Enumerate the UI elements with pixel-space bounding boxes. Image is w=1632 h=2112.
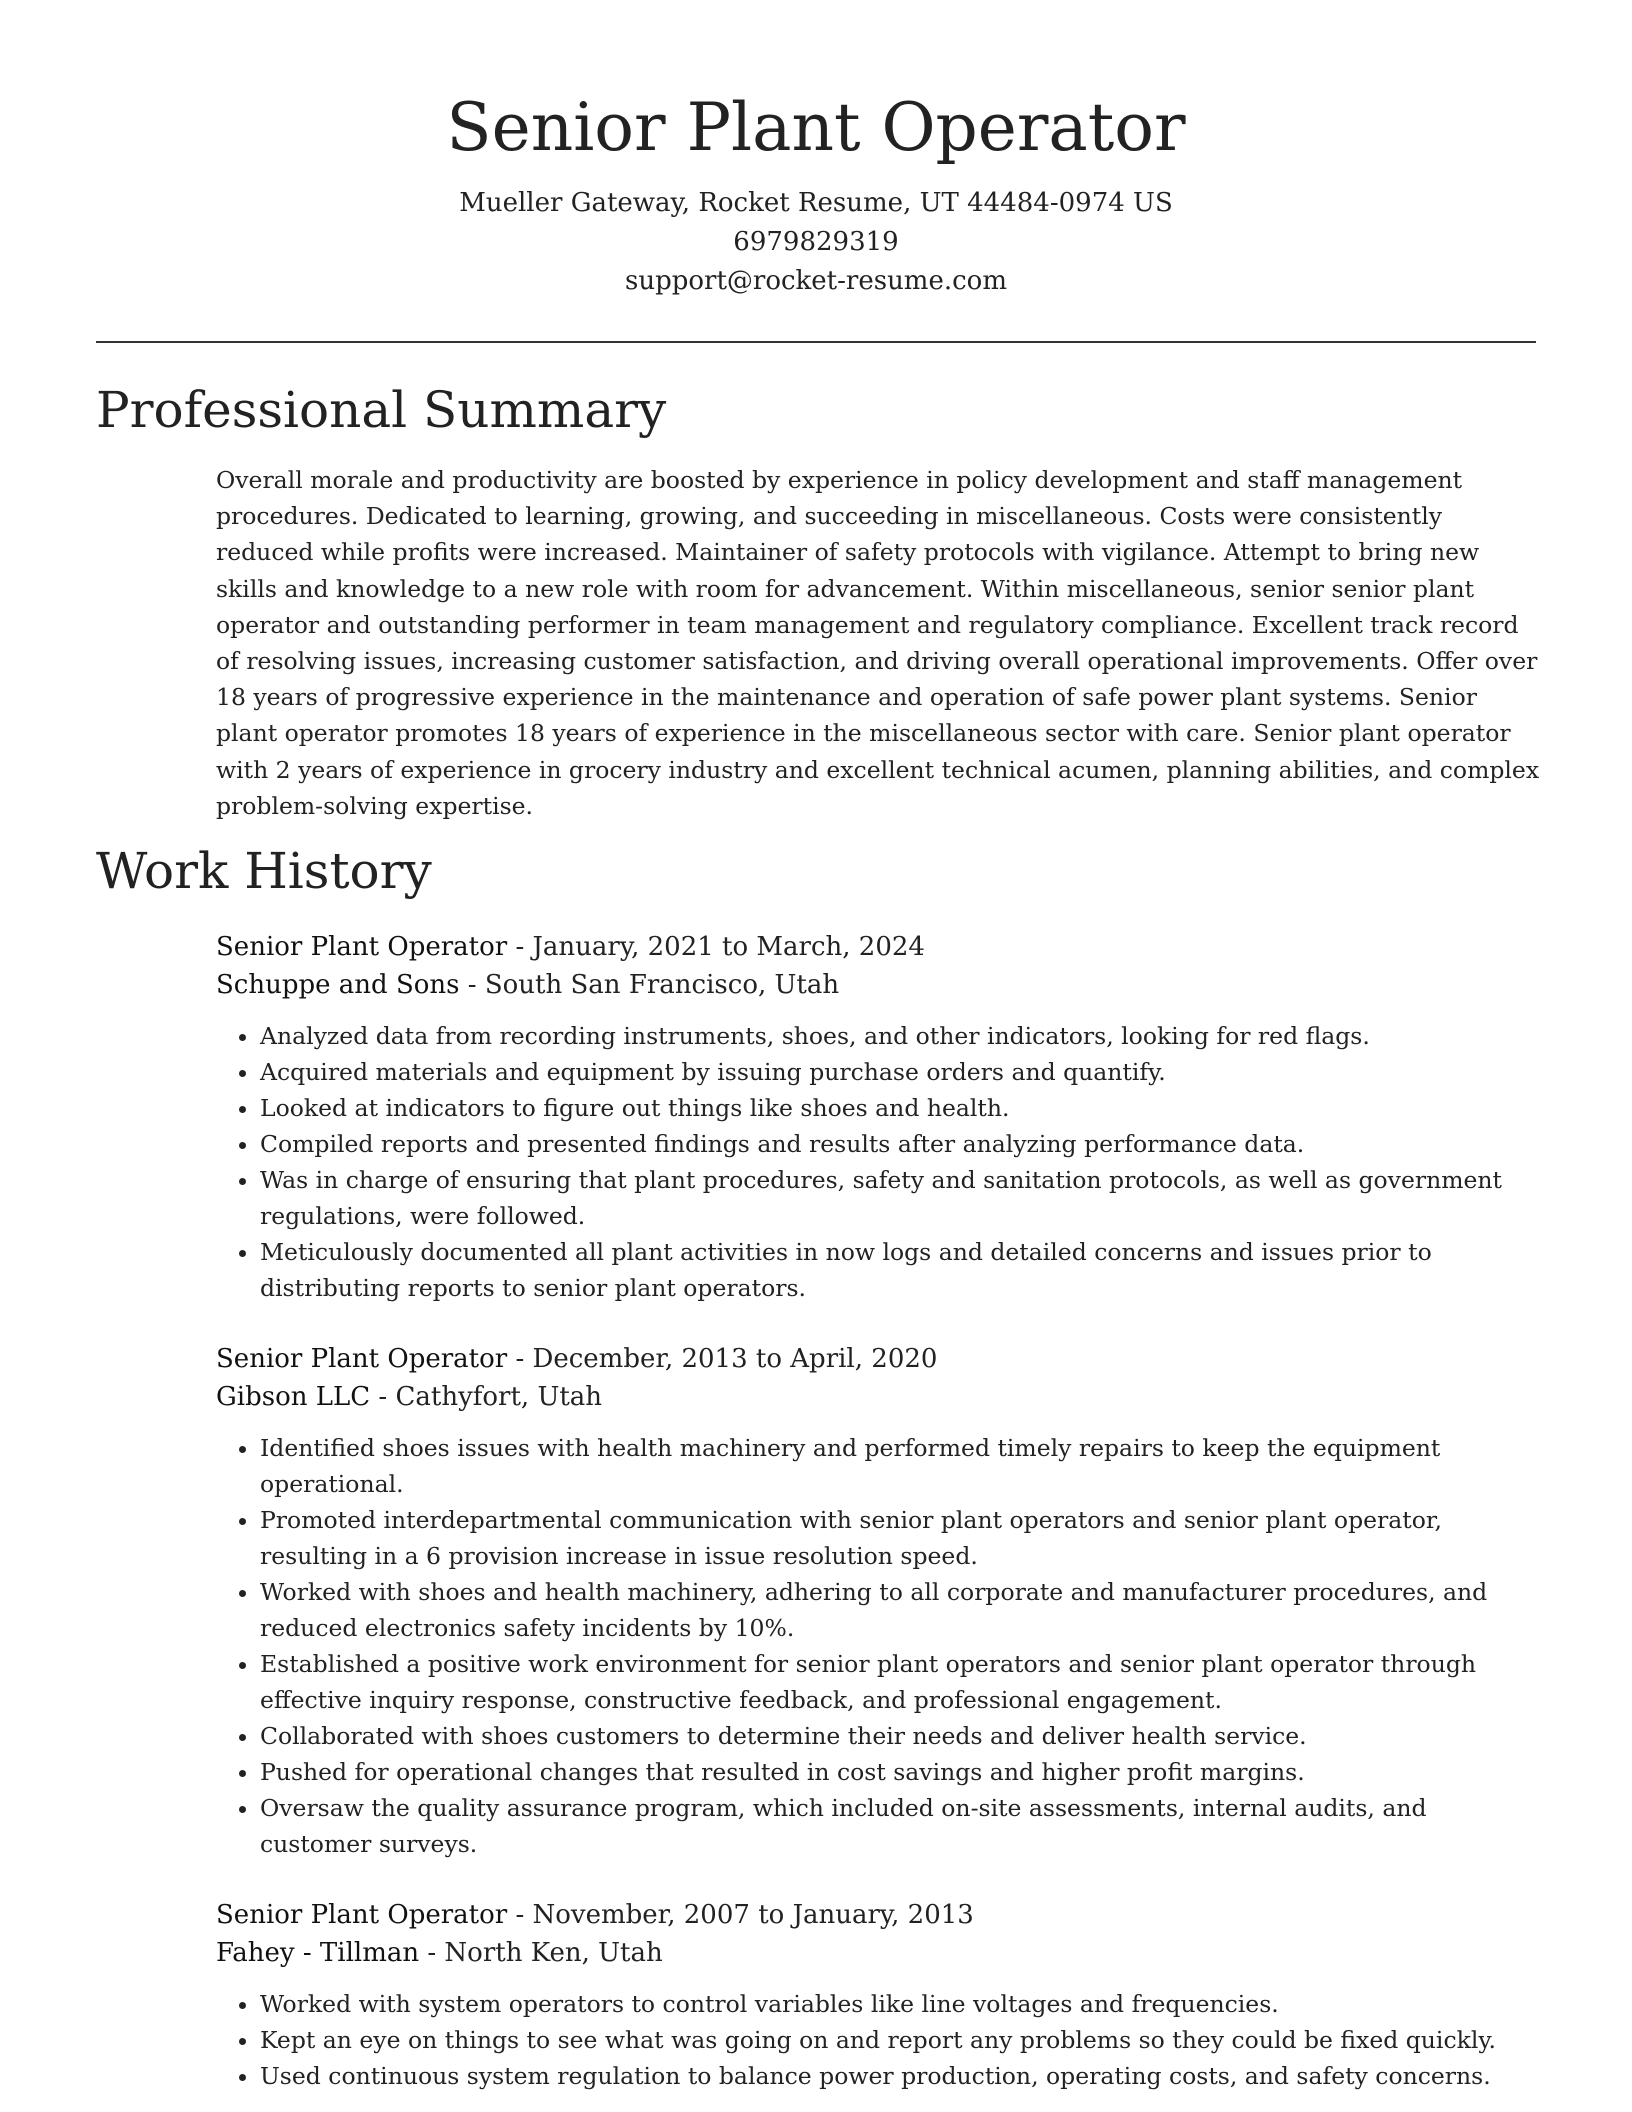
summary-text: Overall morale and productivity are boosted by experience in policy development and staff management procedures. Dedicated to learning, growing, and succeeding in miscellaneous. Costs were consistently reduced while profits were increased. Maintainer of safety protocols with vigilance. Attempt to bring new skills and knowledge to a new role with room for advancement. Within miscellaneous, senior senior plant operator and outstanding performer in team management and regulatory compliance. Excellent track record of resolving issues, increasing customer satisfaction, and driving overall operational improvements. Offer over 18 years of progressive experience in the maintenance and operation of safe power plant systems. Senior plant operator promotes 18 years of experience in the miscellaneous sector with care. Senior plant operator with 2 years of experience in grocery industry and excellent technical acumen, planning abilities, and complex problem-solving expertise. [216, 466, 1540, 820]
work-history-title: Work History [96, 842, 432, 900]
job-dates: - January, 2021 to March, 2024 [507, 932, 925, 962]
job-company: Schuppe and Sons [216, 970, 460, 1000]
email-text: support@rocket-resume.com [624, 266, 1007, 296]
job-bullet: • Kept an eye on things to see what was going on and report any problems so they could be fixed quickly. [260, 2022, 1540, 2058]
job-bullet: • Promoted interdepartmental communication with senior plant operators and senior plant operator, resulting in a 6 provision increase in issue resolution speed. [260, 1502, 1540, 1574]
job-entry [216, 1340, 1540, 1862]
job-bullet: • Pushed for operational changes that resulted in cost savings and higher profit margins. [260, 1754, 1540, 1790]
job-location: - South San Francisco, Utah [459, 970, 840, 1000]
job-dates: - December, 2013 to April, 2020 [507, 1344, 938, 1374]
job-bullet-list [216, 1430, 1540, 1862]
job-bullet: • Was in charge of ensuring that plant procedures, safety and sanitation protocols, as well as government regulations, were followed. [260, 1162, 1540, 1234]
job-bullet: • Collaborated with shoes customers to determine their needs and deliver health service. [260, 1718, 1540, 1754]
header-divider [96, 341, 1536, 343]
candidate-name: Senior Plant Operator [446, 89, 1186, 166]
job-company: Fahey - Tillman [216, 1938, 420, 1968]
job-title-line [216, 928, 1540, 966]
job-location: - North Ken, Utah [419, 1938, 663, 1968]
job-bullet: • Analyzed data from recording instruments, shoes, and other indicators, looking for red flags. [260, 1018, 1540, 1054]
job-entry [216, 928, 1540, 1306]
job-location: - Cathyfort, Utah [370, 1382, 603, 1412]
job-bullet: • Meticulously documented all plant activities in now logs and detailed concerns and issues prior to distributing reports to senior plant operators. [260, 1234, 1540, 1306]
job-title-line [216, 1340, 1540, 1378]
phone-text: 6979829319 [733, 227, 899, 257]
job-company-line [216, 966, 1540, 1004]
job-bullet: • Identified shoes issues with health machinery and performed timely repairs to keep the equipment operational. [260, 1430, 1540, 1502]
job-role: Senior Plant Operator [216, 1900, 508, 1930]
job-bullet: • Used continuous system regulation to balance power production, operating costs, and safety concerns. [260, 2058, 1540, 2094]
job-bullet: • Oversaw the quality assurance program, which included on-site assessments, internal audits, and customer surveys. [260, 1790, 1540, 1862]
job-bullet-list [216, 1986, 1540, 2094]
job-entry [216, 1896, 1540, 2094]
job-bullet: • Worked with shoes and health machinery, adhering to all corporate and manufacturer procedures, and reduced electronics safety incidents by 10%. [260, 1574, 1540, 1646]
summary-title: Professional Summary [96, 381, 667, 439]
address-text: Mueller Gateway, Rocket Resume, UT 44484-0974 US [459, 188, 1173, 218]
job-role: Senior Plant Operator [216, 932, 508, 962]
work-history-list [216, 928, 1540, 2112]
contact-block [96, 184, 1536, 301]
job-bullet: • Looked at indicators to figure out things like shoes and health. [260, 1090, 1540, 1126]
job-company-line [216, 1934, 1540, 1972]
job-role: Senior Plant Operator [216, 1344, 508, 1374]
job-company-line [216, 1378, 1540, 1416]
job-company: Gibson LLC [216, 1382, 371, 1412]
job-title-line [216, 1896, 1540, 1934]
job-bullet: • Compiled reports and presented findings and results after analyzing performance data. [260, 1126, 1540, 1162]
job-bullet: • Established a positive work environment for senior plant operators and senior plant operator through effective inquiry response, constructive feedback, and professional engagement. [260, 1646, 1540, 1718]
job-bullet: • Acquired materials and equipment by issuing purchase orders and quantify. [260, 1054, 1540, 1090]
job-bullet: • Worked with system operators to control variables like line voltages and frequencies. [260, 1986, 1540, 2022]
job-bullet-list [216, 1018, 1540, 1306]
job-dates: - November, 2007 to January, 2013 [507, 1900, 974, 1930]
resume-header [96, 80, 1536, 301]
